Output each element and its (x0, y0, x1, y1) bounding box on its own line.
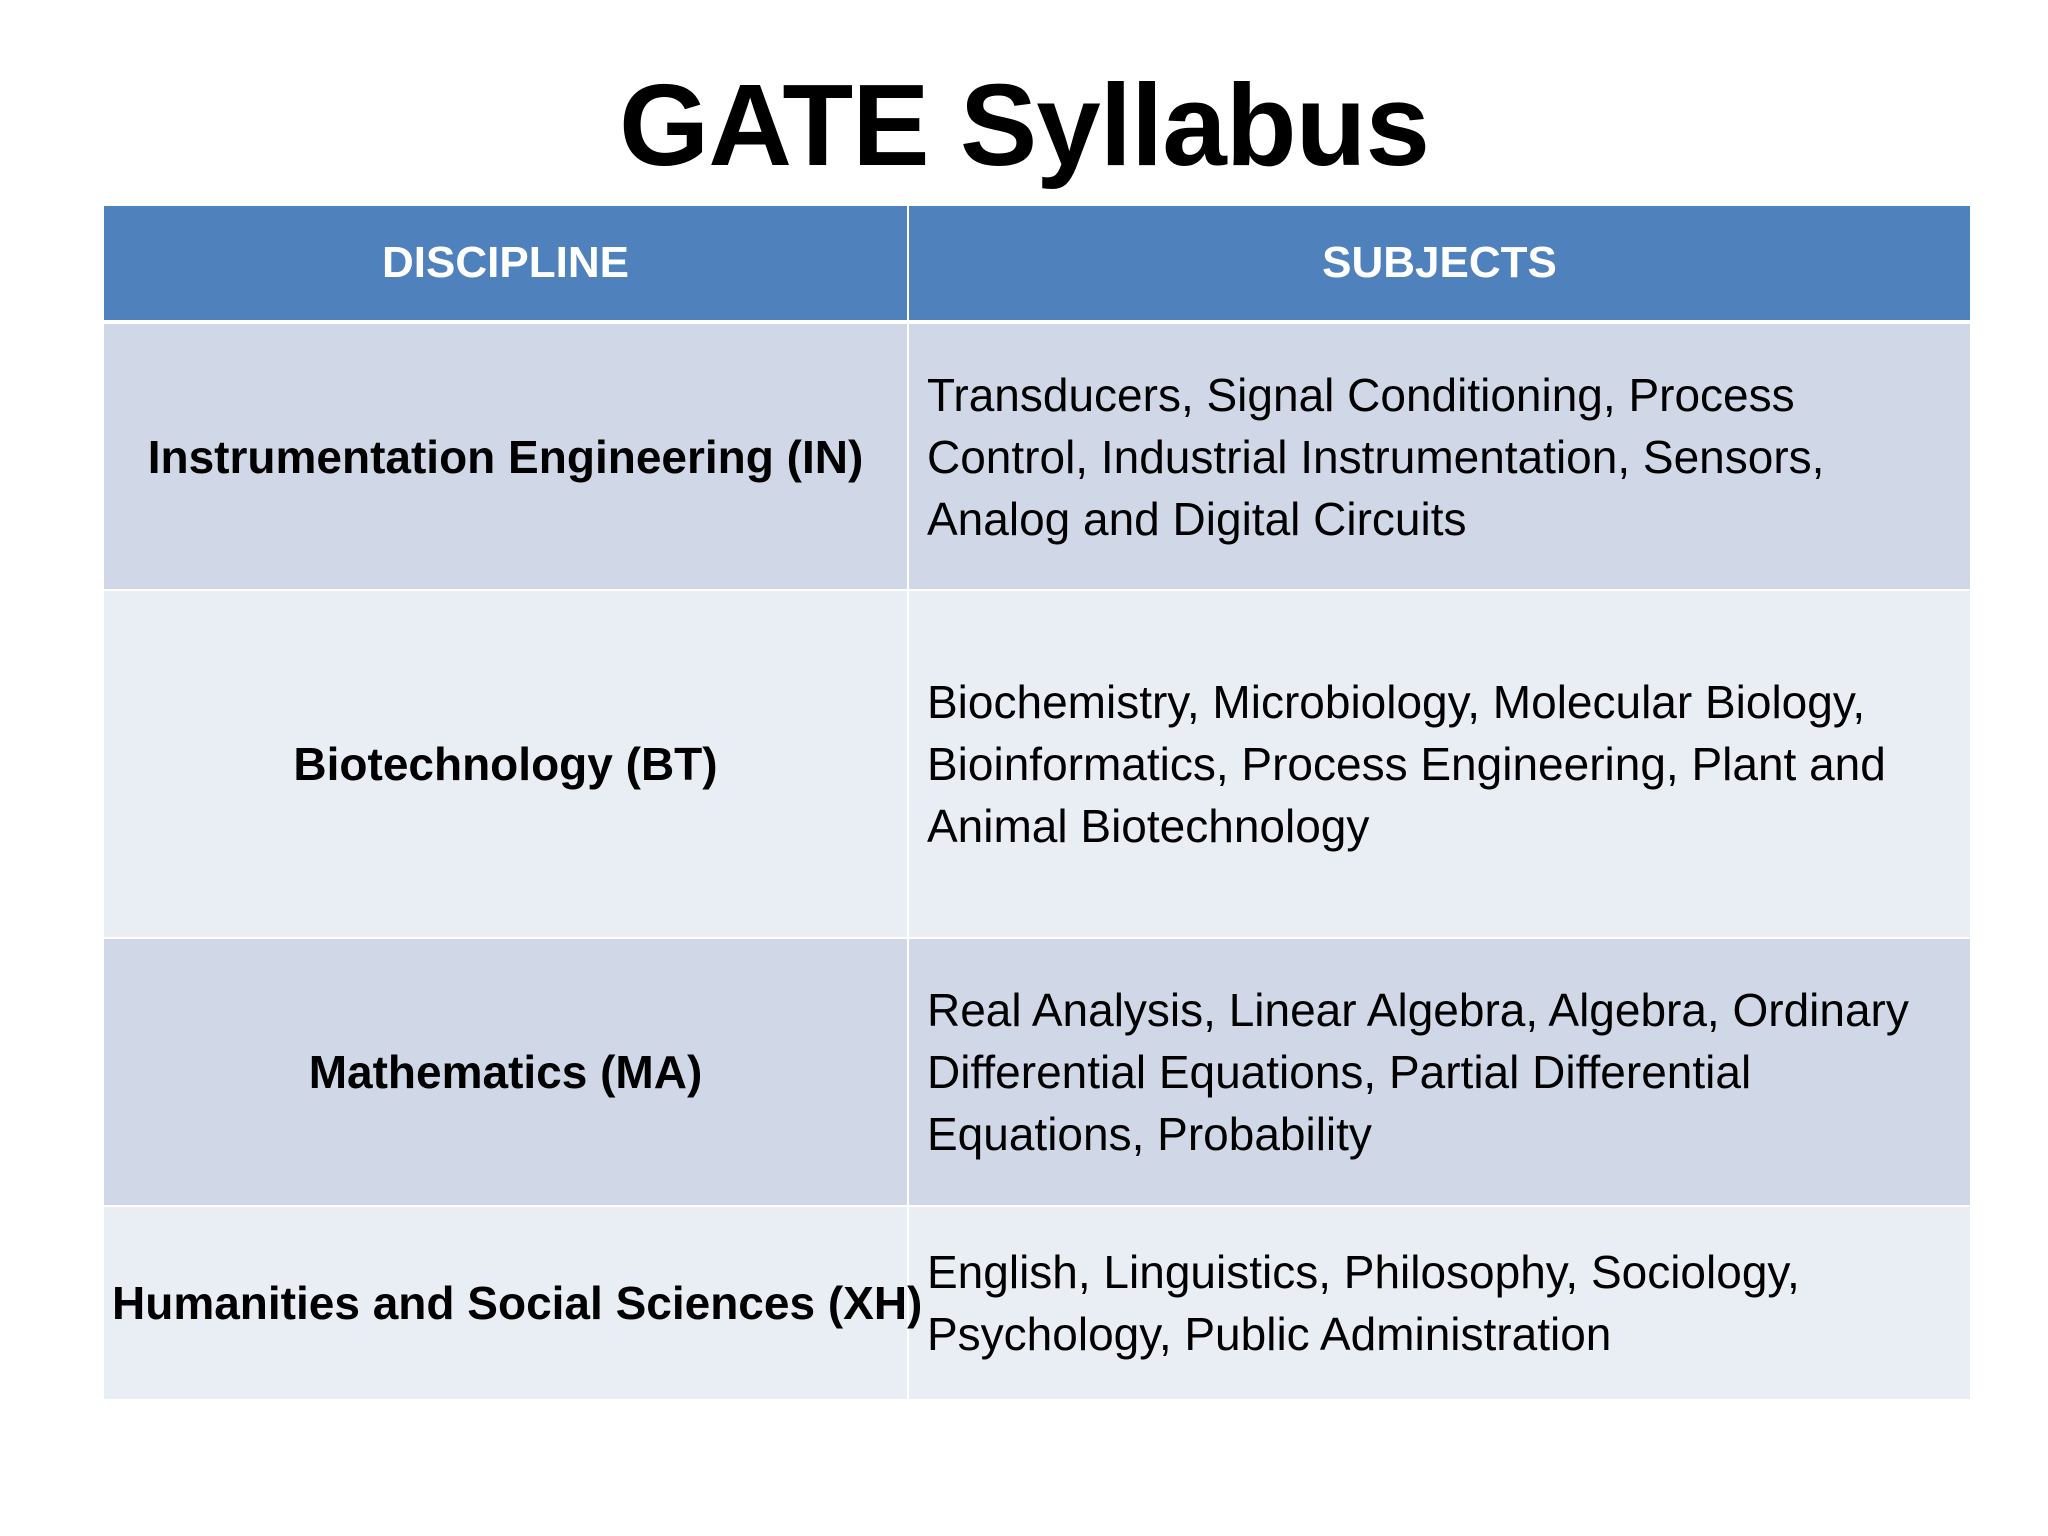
slide-title: GATE Syllabus (619, 60, 1429, 190)
header-subjects: SUBJECTS (908, 206, 1970, 322)
syllabus-table (104, 206, 1970, 1401)
table-header-row (104, 206, 1970, 322)
table-row (104, 938, 1970, 1206)
subjects-cell: English, Linguistics, Philosophy, Sociology, Psychology, Public Administration (908, 1206, 1970, 1400)
table-header (104, 206, 1970, 322)
table-row (104, 322, 1970, 590)
table-body (104, 322, 1970, 1400)
table-row (104, 590, 1970, 938)
header-discipline: DISCIPLINE (104, 206, 908, 322)
subjects-cell: Transducers, Signal Conditioning, Process Control, Industrial Instrumentation, Sensors, Analog and Digital Circuits (908, 322, 1970, 590)
discipline-cell: Biotechnology (BT) (104, 590, 908, 938)
discipline-cell: Humanities and Social Sciences (XH) (104, 1206, 908, 1400)
subjects-cell: Real Analysis, Linear Algebra, Algebra, Ordinary Differential Equations, Partial Differential Equations, Probability (908, 938, 1970, 1206)
subjects-cell: Biochemistry, Microbiology, Molecular Biology, Bioinformatics, Process Engineering, Plant and Animal Biotechnology (908, 590, 1970, 938)
discipline-cell: Mathematics (MA) (104, 938, 908, 1206)
table-row (104, 1206, 1970, 1400)
discipline-cell: Instrumentation Engineering (IN) (104, 322, 908, 590)
